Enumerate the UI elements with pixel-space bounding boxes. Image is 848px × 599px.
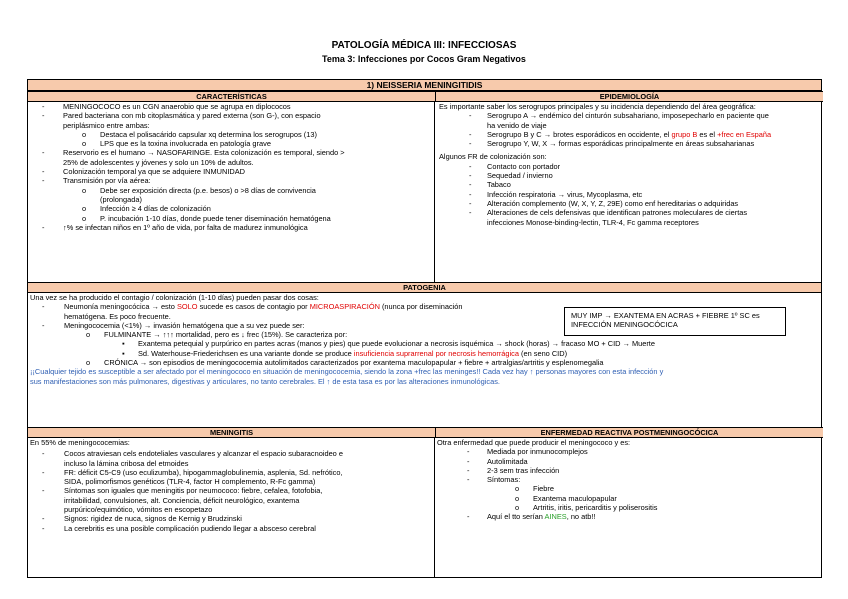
characteristics-item: - Reservorio es el humano → NASOFARINGE. Esta colonización es temporal, siendo > [42, 148, 345, 158]
meningitis-list [30, 438, 432, 578]
reactive-item: - Síntomas: [467, 475, 521, 485]
meningitis-item: SIDA, polimorfismos genéticos (TLR-4, factor H complemento, R-Fc gamma) [64, 477, 316, 487]
meningitis-item: - Cocos atraviesan cels endoteliales vasculares y alcanzar el espacio subaracnoideo e [42, 449, 343, 459]
pathogenesis-heading: PATOGENIA [28, 282, 821, 293]
serogroup-item: - Serogrupo B y C → brotes esporádicos en occidente, el grupo B es el +frec en España [469, 129, 772, 139]
pneumonia-line-cont: hematógena. Es poco frecuente. [64, 311, 171, 321]
characteristics-item: - MENINGOCOCO es un CGN anaerobio que se agrupa en diplococos [42, 102, 291, 111]
meningitis-item: - FR: déficit C5-C9 (uso eculizumba), hipogammaglobulinemia, asplenia, Sd. nefrótico, [42, 467, 343, 477]
characteristics-item: - ↑% se infectan niños en 1º año de vida, por falta de madurez inmunológica [42, 222, 308, 232]
reactive-heading: ENFERMEDAD REACTIVA POSTMENINGOCÓCICA [435, 427, 823, 438]
note-line-2: sus manifestaciones son más pulmonares, digestivas y articulares, no tanto cerebrales. El ↑ de esta tasa es por las alteraciones inmunológicas. [30, 376, 500, 386]
symptom-item: o Exantema maculopapular [515, 493, 617, 503]
characteristics-item: o Infección ≥ 4 días de colonización [82, 204, 211, 214]
pneumonia-line: - Neumonía meningocócica → esto SOLO sucede es casos de contagio por MICROASPIRACIÓN (nunca por diseminación [42, 302, 463, 312]
pathogenesis-intro: Una vez se ha producido el contagio / colonización (1-10 días) pueden pasar dos cosas: [30, 293, 319, 302]
risk-factor-item: - Sequedad / invierno [469, 171, 553, 181]
risk-factor-item: infecciones Monose-binding-lectin, TLR-4, Fc gamma receptores [487, 217, 699, 227]
meningitis-heading: MENINGITIS [28, 427, 435, 438]
epidemiology-list [439, 102, 821, 282]
page-subtitle: Tema 3: Infecciones por Cocos Gram Negativos [322, 54, 526, 64]
treatment-line: - Aquí el tto serían AINES, no atb!! [467, 512, 596, 522]
serogroup-item: - Serogrupo Y, W, X → formas esporádicas principalmente en áreas subsaharianas [469, 139, 755, 149]
reactive-intro: Otra enfermedad que puede producir el meningococo y es: [437, 438, 631, 447]
important-note-line-1: MUY IMP → EXANTEMA EN ACRAS + FIEBRE 1º SC es [571, 311, 760, 320]
characteristics-item: 25% de adolescentes y jóvenes y solo un 10% de adultos. [63, 157, 254, 167]
meningitis-intro: En 55% de meningococemias: [30, 438, 130, 447]
meningitis-item: - La cerebritis es una posible complicación pudiendo llegar a absceso cerebral [42, 523, 316, 533]
characteristics-item: - Pared bacteriana con mb citoplasmática y pared externa (son G-), con espacio [42, 111, 321, 121]
symptom-item: o Artritis, iritis, pericarditis y poliserositis [515, 503, 658, 513]
meningitis-item: purpúrico/equimótico, vómitos en escopetazo [64, 505, 213, 515]
page-title: PATOLOGÍA MÉDICA III: INFECCIOSAS [331, 40, 517, 51]
characteristics-list [32, 102, 432, 282]
characteristics-item: (prolongada) [100, 194, 142, 204]
epidemiology-intro: Es importante saber los serogrupos principales y su incidencia dependiendo del área geográfica: [439, 102, 756, 111]
section-title: 1) NEISSERIA MENINGITIDIS [28, 79, 821, 91]
fulminant-detail-2: ▪ Sd. Waterhouse-Friederichsen es una variante donde se produce insuficiencia suprarrenal por necrosis hemorrágica (en seno CID) [122, 348, 568, 358]
characteristics-item: periplásmico entre ambas: [63, 120, 150, 130]
notes-table [27, 79, 822, 578]
column-divider-top [434, 102, 435, 283]
characteristics-item: o Destaca el polisacárido capsular xq determina los serogrupos (13) [82, 129, 317, 139]
reactive-item: - 2-3 sem tras infección [467, 465, 560, 475]
risk-factor-item: - Alteración complemento (W, X, Y, Z, 29E) como enf hereditarias o adquiridas [469, 198, 739, 208]
serogroup-item: ha venido de viaje [487, 120, 547, 130]
meningitis-item: irritabilidad, convulsiones, alt. Conciencia, déficit neurológico, exantema [64, 495, 300, 505]
reactive-item: - Mediada por inmunocomplejos [467, 447, 588, 457]
fulminant-detail-1: ▪ Exantema petequial y purpúrico en partes acras (manos y pies) que puede evolucionar a necrosis isquémica → shock (horas) → fracaso MO + CID → Muerte [122, 339, 655, 349]
meningitis-item: incluso la lámina cribosa del etmoides [64, 458, 189, 468]
pathogenesis-content [30, 293, 821, 427]
risk-factor-item: - Alteraciones de cels defensivas que identifican patrones moleculares de ciertas [469, 208, 748, 218]
risk-intro: Algunos FR de colonización son: [439, 152, 547, 162]
characteristics-heading: CARACTERÍSTICAS [28, 91, 435, 102]
meningitis-item: - Síntomas son iguales que meningitis por neumococo: fiebre, cefalea, fotofobia, [42, 486, 323, 496]
characteristics-item: o Debe ser exposición directa (p.e. besos) o >8 días de convivencia [82, 185, 316, 195]
characteristics-item: - Colonización temporal ya que se adquiere INMUNIDAD [42, 167, 245, 177]
characteristics-item: o LPS que es la toxina involucrada en patología grave [82, 139, 271, 149]
important-note-box [564, 307, 786, 336]
note-line-1: ¡¡Cualquier tejido es susceptible a ser afectado por el meningococo en situación de meningococemia, siendo la zona +frec las meninges!! Cada vez hay ↑ personas mayores con esta infección y [30, 367, 664, 377]
epidemiology-heading: EPIDEMIOLOGÍA [435, 91, 823, 102]
characteristics-item: o P. incubación 1-10 días, donde puede tener diseminación hematógena [82, 213, 331, 223]
fulminant-line: o FULMINANTE → ↑↑↑ mortalidad, pero es ↓ frec (15%). Se caracteriza por: [86, 330, 348, 340]
reactive-item: - Autolimitada [467, 456, 528, 466]
serogroup-item: - Serogrupo A → endémico del cinturón subsahariano, imposepecharlo en paciente que [469, 111, 769, 121]
characteristics-item: - Transmisión por vía aérea: [42, 176, 151, 186]
risk-factor-item: - Contacto con portador [469, 161, 561, 171]
meningitis-item: - Signos: rigidez de nuca, signos de Kernig y Brudzinski [42, 514, 242, 524]
risk-factor-item: - Infección respiratoria → virus, Mycoplasma, etc [469, 189, 643, 199]
risk-factor-item: - Tabaco [469, 180, 511, 190]
symptom-item: o Fiebre [515, 484, 554, 494]
important-note-line-2: INFECCIÓN MENINGOCÓCICA [571, 320, 678, 330]
meningococcemia-line: - Meningococemia (<1%) → invasión hematógena que a su vez puede ser: [42, 320, 305, 330]
chronic-line: o CRÓNICA → son episodios de meningococemia autolimitados caracterizados por exantema maculopapular + fiebre + artralgias/artritis y esplenomegalia [86, 358, 604, 368]
reactive-list [437, 438, 821, 578]
column-divider-bottom [434, 438, 435, 578]
